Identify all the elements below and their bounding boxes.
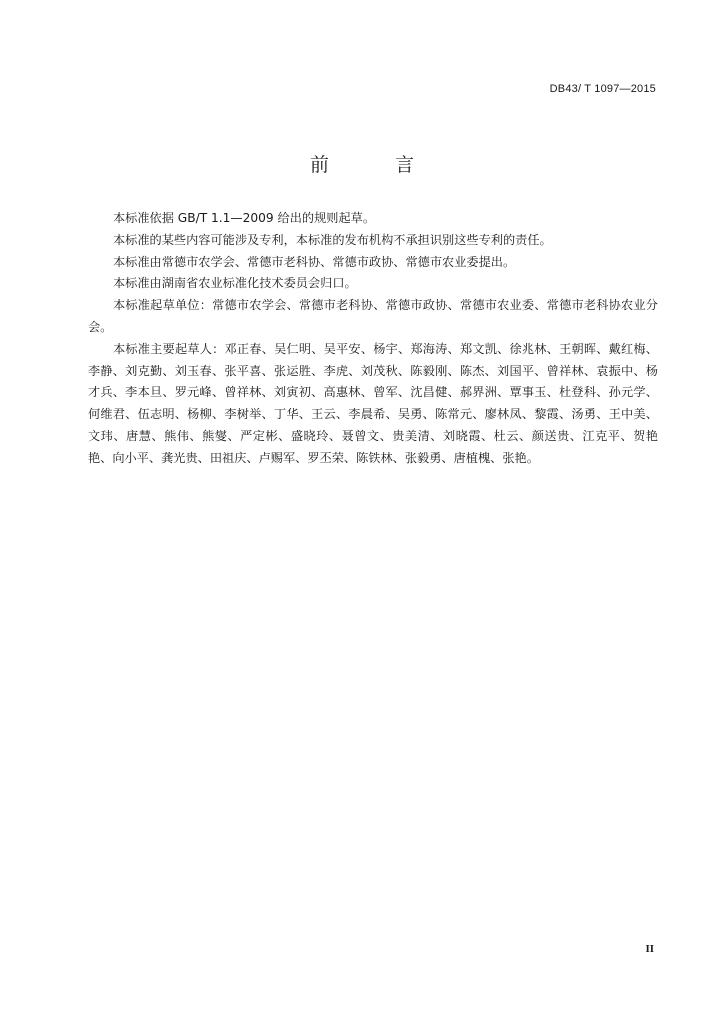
standard-code: DB43/ T 1097—2015 xyxy=(549,83,656,95)
paragraph-drafters: 本标准主要起草人：邓正春、吴仁明、吴平安、杨宇、郑海涛、郑文凯、徐兆林、王朝晖、戴红梅、李静、刘克勤、刘玉春、张平喜、张运胜、李虎、刘茂秋、陈毅刚、陈杰、刘国平、曾祥林、袁振中、杨才兵、李本旦、罗元峰、曾祥林、刘寅初、高惠林、曾军、沈昌健、郝界洲、覃事玉、杜登科、孙元学、何维君、伍志明、杨柳、李树举、丁华、王云、李晨希、吴勇、陈常元、廖林凤、黎霞、汤勇、王中美、文玮、唐慧、熊伟、熊燮、严定彬、盛晓玲、聂曾文、贵美清、刘晓霞、杜云、颜送贵、江克平、贺艳艳、向小平、龚光贵、田祖庆、卢赐军、罗丕荣、陈铁林、张毅勇、唐植槐、张艳。 xyxy=(88,341,658,465)
page-number: II xyxy=(645,943,654,955)
paragraph-proposed-by: 本标准由常德市农学会、常德市老科协、常德市政协、常德市农业委提出。 xyxy=(113,254,516,269)
paragraph-drafting-rules: 本标准依据 GB/T 1.1—2009 给出的规则起草。 xyxy=(113,211,376,225)
paragraph-centralized-by: 本标准由湖南省农业标准化技术委员会归口。 xyxy=(113,276,357,291)
paragraph-patent-notice: 本标准的某些内容可能涉及专利，本标准的发布机构不承担识别这些专利的责任。 xyxy=(113,232,552,247)
foreword-body xyxy=(88,208,658,470)
page-title: 前 言 xyxy=(309,154,445,176)
paragraph-drafting-units: 本标准起草单位：常德市农学会、常德市老科协、常德市政协、常德市农业委、常德市老科协农业分会。 xyxy=(88,298,658,334)
